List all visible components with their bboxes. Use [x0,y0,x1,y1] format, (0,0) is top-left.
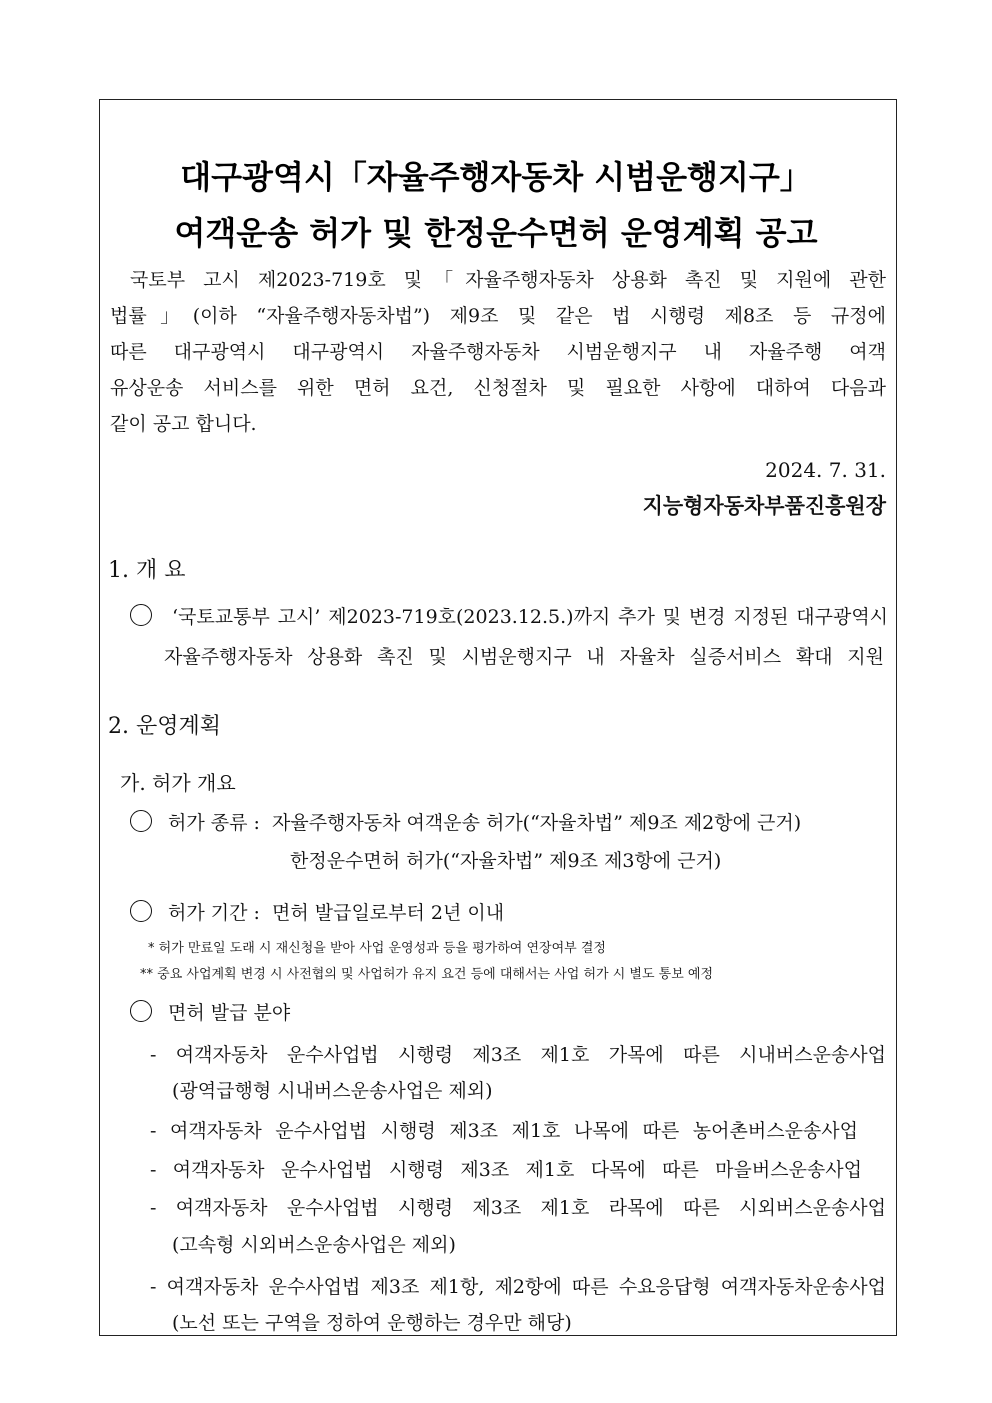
subheading-permit-overview: 가. 허가 개요 [120,771,236,795]
bullet-continuation [164,642,884,669]
intro-line: 법률」(이하 “자율주행자동차법”) 제9조 및 같은 법 시행령 제8조 등 규정에 [110,305,886,327]
bullet-text: 자율주행자동차 상용화 촉진 및 시범운행지구 내 자율차 실증서비스 확대 지원 [164,646,884,668]
list-item-text: - 여객자동차 운수사업법 시행령 제3조 제1호 나목에 따른 농어촌버스운송사업 [150,1120,858,1142]
list-item-text: (노선 또는 구역을 정하여 운행하는 경우만 해당) [172,1312,572,1334]
license-field-label: 면허 발급 분야 [168,1002,291,1024]
list-item [172,1076,493,1103]
title-line-1: 대구광역시「자율주행자동차 시범운행지구」 [180,158,812,196]
permit-type-row [130,808,801,835]
list-item-text: (광역급행형 시내버스운송사업은 제외) [172,1080,493,1102]
circle-bullet-icon [130,900,152,922]
footnote-1: * 허가 만료일 도래 시 재신청을 받아 사업 운영성과 등을 평가하여 연장여부 결정 [148,941,606,956]
intro-paragraph [110,262,886,442]
list-item-text: (고속형 시외버스운송사업은 제외) [172,1234,456,1256]
issuer-name: 지능형자동차부품진흥원장 [642,494,886,518]
announcement-date: 2024. 7. 31. [765,458,886,482]
title-line-2: 여객운송 허가 및 한정운수면허 운영계획 공고 [174,214,818,252]
circle-bullet-icon [130,604,152,626]
section-2-heading: 2. 운영계획 [108,714,221,739]
permit-type-value: 자율주행자동차 여객운송 허가(“자율차법” 제9조 제2항에 근거) [272,812,802,834]
intro-line: 유상운송 서비스를 위한 면허 요건, 신청절차 및 필요한 사항에 대하여 다음과 [110,377,886,399]
section-1-bullet [130,602,888,629]
list-item [172,1230,456,1257]
section-1-heading: 1. 개 요 [108,558,186,583]
footnote-2: ** 중요 사업계획 변경 시 사전협의 및 사업허가 유지 요건 등에 대해서는 사업 허가 시 별도 통보 예정 [140,967,714,982]
circle-bullet-icon [130,810,152,832]
permit-type-value: 한정운수면허 허가(“자율차법” 제9조 제3항에 근거) [290,850,722,872]
circle-bullet-icon [130,1000,152,1022]
list-item [150,1193,886,1220]
list-item [150,1155,862,1182]
list-item-text: - 여객자동차 운수사업법 시행령 제3조 제1호 라목에 따른 시외버스운송사업 [150,1197,886,1219]
list-item [150,1040,886,1067]
list-item [172,1308,572,1335]
intro-line: 따른 대구광역시 대구광역시 자율주행자동차 시범운행지구 내 자율주행 여객 [110,341,886,363]
permit-period-label: 허가 기간 : [168,902,260,924]
intro-line: 국토부 고시 제2023-719호 및「자율주행자동차 상용화 촉진 및 지원에 관한 [130,269,886,291]
list-item [150,1116,858,1143]
permit-type-row-2 [290,846,721,873]
list-item-text: - 여객자동차 운수사업법 시행령 제3조 제1호 가목에 따른 시내버스운송사업 [150,1044,886,1066]
list-item-text: - 여객자동차 운수사업법 제3조 제1항, 제2항에 따른 수요응답형 여객자동차운송사업 [150,1276,886,1298]
list-item [150,1272,886,1299]
permit-period-row [130,898,504,925]
permit-type-label: 허가 종류 : [168,812,260,834]
bullet-text: ‘국토교통부 고시’ 제2023-719호(2023.12.5.)까지 추가 및 변경 지정된 대구광역시 [172,606,889,628]
permit-period-value: 면허 발급일로부터 2년 이내 [272,902,505,924]
list-item-text: - 여객자동차 운수사업법 시행령 제3조 제1호 다목에 따른 마을버스운송사업 [150,1159,862,1181]
license-field-row [130,998,290,1025]
intro-line: 같이 공고 합니다. [110,413,257,435]
